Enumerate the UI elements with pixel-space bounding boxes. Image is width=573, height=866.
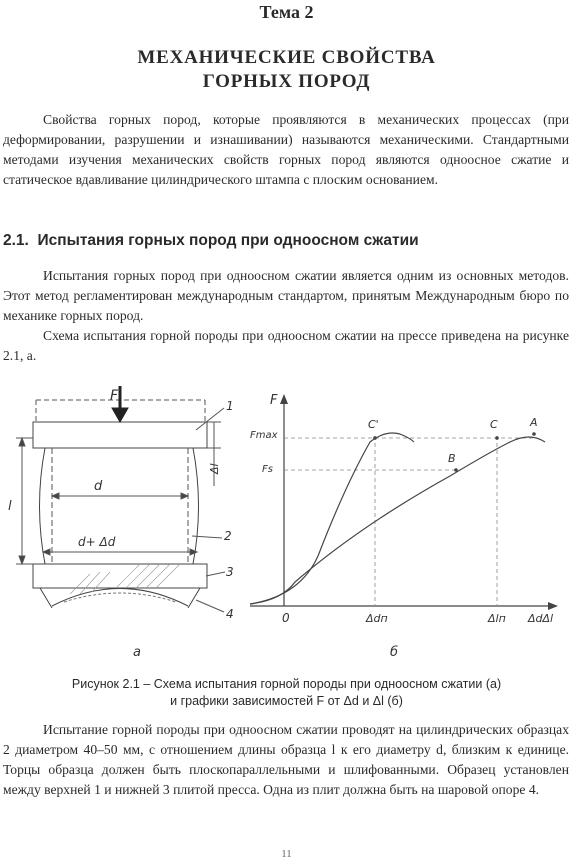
curve-delta-l [250, 437, 545, 604]
x-tick-dd: Δdп [366, 612, 388, 625]
point-c-prime: C' [368, 418, 379, 431]
chapter-title-line-1: МЕХАНИЧЕСКИЕ СВОЙСТВА [137, 47, 436, 68]
rock-sample [40, 448, 199, 564]
graph-labels [250, 393, 553, 660]
diameter-after-label: d+ Δd [78, 535, 116, 549]
point-b: B [448, 452, 456, 465]
x-axis-label: ΔdΔl [528, 612, 554, 625]
page-number: 11 [281, 848, 292, 860]
point-a: A [530, 416, 538, 429]
fmax-label: Fmax [250, 430, 278, 441]
figure-svg [0, 386, 573, 664]
label-4: 4 [226, 607, 234, 621]
fs-label: Fs [262, 464, 273, 475]
origin-label: 0 [282, 611, 290, 625]
figure-caption [0, 676, 573, 710]
section-number: 2.1. [3, 232, 29, 249]
label-2: 2 [224, 529, 232, 543]
label-3: 3 [226, 565, 234, 579]
paragraph-3: Испытание горной породы при одноосном сжатии проводят на цилиндрических образцах 2 диаметром 40–50 мм, с отношением длины образца l к его диаметру d, близким к единице. Торцы образца должен быть плоскопараллельными и шлифованными. Образец установлен между верхней 1 и нижней 3 плитой пресса. Одна из плит должна быть на шаровой опоре 4. [3, 722, 569, 797]
paragraph-1: Испытания горных пород при одноосном сжатии является одним из основных методов. Этот метод регламентирован международным стандартом, принятым Международным бюро по механике горных пород. [3, 268, 569, 323]
intro-paragraph: Свойства горных пород, которые проявляются в механических процессах (при деформировании, разрушении и изнашивании) называются механическими. Стандартными методами изучения механических свойств горных пород являются одноосное сжатие и статическое вдавливание цилиндрического штампа с плоским основанием. [3, 112, 569, 187]
section-title: Испытания горных пород при одноосном сжатии [37, 232, 419, 249]
label-1: 1 [226, 399, 234, 413]
deformation-graph [250, 394, 558, 610]
caption-line-1: Рисунок 2.1 – Схема испытания горной породы при одноосном сжатии (а) [71, 677, 502, 691]
caption-line-2: и графики зависимостей F от Δd и Δl (б) [170, 694, 403, 708]
test-scheme-labels [8, 388, 234, 660]
force-arrow [112, 408, 128, 422]
plate-hatch [70, 564, 180, 594]
force-label: F [110, 388, 119, 404]
y-axis-label: F [270, 393, 278, 408]
chapter-title-line-2: ГОРНЫХ ПОРОД [202, 71, 371, 92]
topic-heading: Тема 2 [259, 2, 314, 22]
length-label: l [8, 499, 12, 514]
curve-delta-d [250, 433, 414, 604]
paragraph-2: Схема испытания горной породы при одноосном сжатии на прессе приведена на рисунке 2.1, а. [3, 328, 569, 363]
upper-plate [33, 422, 207, 448]
point-c: C [490, 418, 498, 431]
chapter-title [0, 46, 573, 94]
sublabel-a: а [133, 645, 141, 660]
spherical-support [52, 589, 188, 607]
delta-length-label: Δl [208, 463, 221, 474]
section-heading [3, 232, 569, 250]
sublabel-b: б [390, 645, 399, 660]
x-tick-dl: Δlп [488, 612, 506, 625]
figure-2-1 [0, 386, 573, 664]
diameter-label: d [94, 479, 103, 494]
test-scheme [16, 386, 225, 612]
